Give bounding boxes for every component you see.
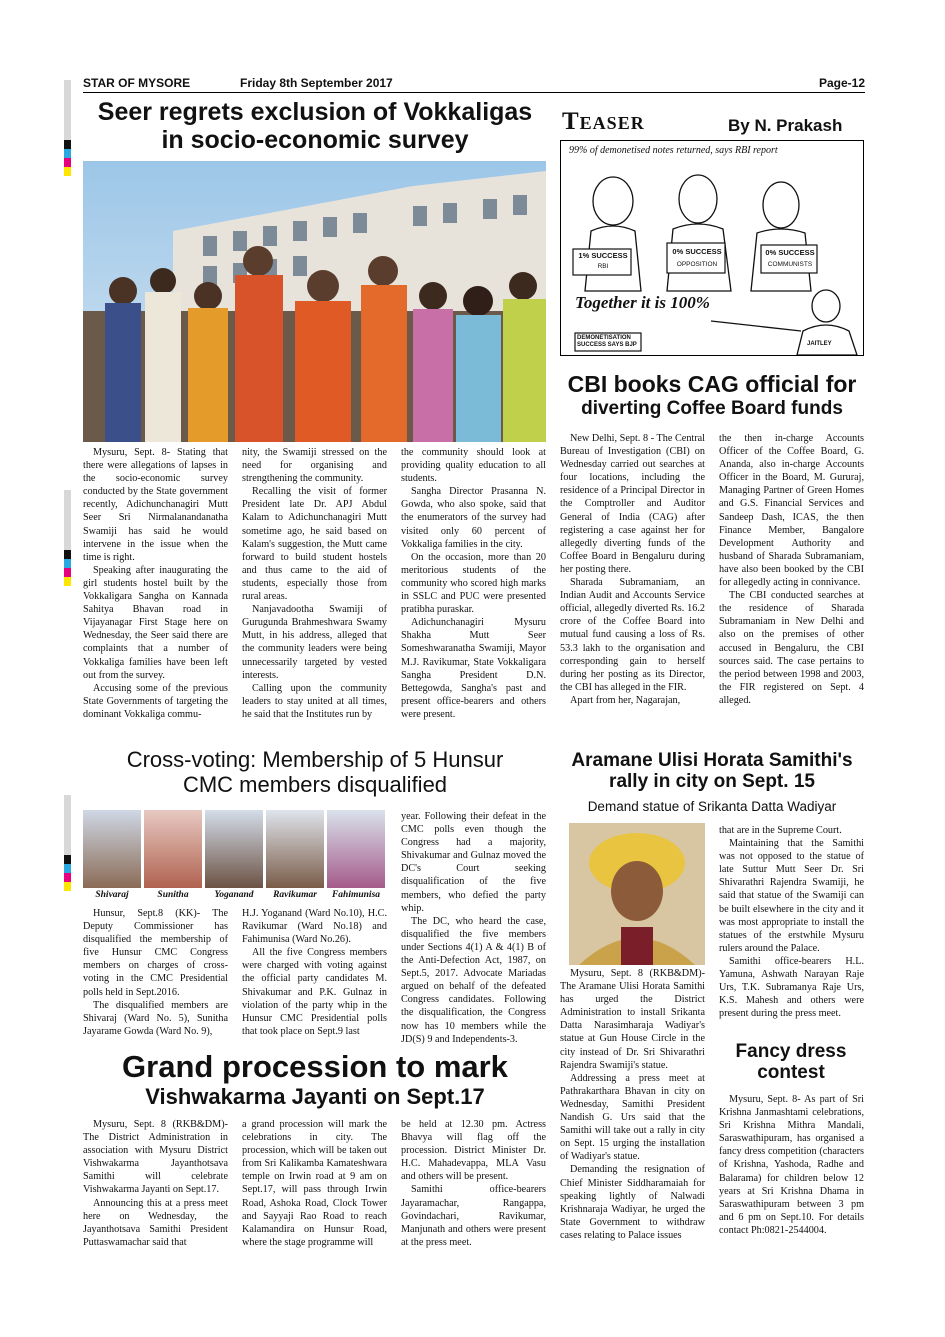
story4-headline: Aramane Ulisi Horata Samithi's rally in city on Sept. 15: [571, 750, 853, 793]
story3-col3: year. Following their defeat in the CMC polls even though the Congress had a majority, Shivakumar and Gulnaz moved the DC's Court seeking disqualification of the five members, who defied the party whip. The DC, who heard the case, disqualified the five members under Sections 4(1) A & 4(1) B of the Anti-Defection Act, 1987, on Sept.5, 2017. Advocate Mariadas argued on behalf of the defeated Congress candidates. Following the disqualification, the Congress now has 10 members while the JD(S) 9 and Independents-3.: [401, 811, 546, 1045]
story1-headline: Seer regrets exclusion of Vokkaligas in socio-economic survey: [97, 98, 533, 154]
story6-col1: Mysuru, Sept. 8- As part of Sri Krishna Janmashtami celebrations, Sri Krishna Mithra Mandali, Saraswathipuram, has organised a fancy dress competition (characters of Krishna, Yashoda, Radhe and Balarama) for children below 12 years at Sri Krishna Dhama in Saraswathipuram between 3 pm and 6 pm on Sept.10. For details contact Ph:0821-2544004.: [719, 1094, 864, 1236]
cartoon-together: Together it is 100%: [575, 293, 710, 312]
story5-col1: Mysuru, Sept. 8 (RKB&DM)- The District Administration in association with Mysuru District Vishwakarma Jayanthotsava Samithi will celebrate Vishwakarma Jayanti on Sept.17. Announcing this at a press meet here on Wednesday, the Jayanthotsava Samithi President Puttaswamachar said that: [83, 1119, 228, 1248]
story4-col1: Mysuru, Sept. 8 (RKB&DM)- The Aramane Ulisi Horata Samithi has urged the District Administration to install Srikanta Datta Narasimharaja Wadiyar's statue at Gun House Circle in the city instead of Dr. Sri Shivarathri Rajendra Swamiji's statue. Addressing a press meet at Pathrakarthara Bhavan in city on Wednesday, Samithi President Nandish G. Urs said that the Samithi will take out a rally in city on Sept. 15 urging the installation of Wadiyar's statue. Demanding the resignation of Chief Minister Siddharamaiah for speaking lightly of Nalwadi Krishnaraja Wadiyar, he urged the State Government to withdraw cases relating to Palace issues: [560, 968, 705, 1241]
story1-col1: Mysuru, Sept. 8- Stating that there were allegations of lapses in the socio-economic survey conducted by the State government recently, Adichunchanagiri Mutt Seer Sri Nirmalanandanatha Swamiji has said he would intervene in the issue when the time is right. Speaking after inaugurating the girl students hostel built by the Vokkaligara Sangha on Kannada Sahitya Bhavan road in Vijayanagar First Stage here on Wednesday, the Seer said there are complaints that a number of Vokkaliga families have been left out from the survey. Accusing some of the previous State Governments of targeting the dominant Vokkaliga commu-: [83, 447, 228, 720]
story4-photo: [569, 823, 705, 965]
story1-photo: [83, 161, 546, 442]
story4-subhead: Demand statue of Srikanta Datta Wadiyar: [587, 799, 837, 814]
portrait-sunitha: [144, 810, 202, 888]
story3-col2: H.J. Yoganand (Ward No.10), H.C. Ravikumar (Ward No.18) and Fahimunisa (Ward No.26). All the five Congress members were charged with voting against the official party candidates M. Shivakumar and P.K. Gulnaz in violation of the party whip in the Hunsur CMC Presidential polls that took place on Sept.9 last: [242, 908, 387, 1037]
teaser-title: Teaser: [562, 108, 645, 135]
story3-photo-strip: [83, 810, 388, 902]
story5-col3: be held at 12.30 pm. Actress Bhavya will flag off the procession. District Minister Dr. H.C. Mahadevappa, MLA Vasu and others will be present. Samithi office-bearers Jayaramachar, Rangappa, Govindachari, Ravikumar, Manjunath and others were present at the press meet.: [401, 1119, 546, 1248]
masthead: [83, 76, 865, 92]
cartoon-communists-label: 0% SUCCESS: [765, 248, 815, 257]
cartoon-jaitley: JAITLEY: [807, 341, 832, 347]
story2-col2: the then in-charge Accounts Officer of the Coffee Board, G. Ananda, also in-charge Accounts Officer in the Board, M. Gururaj, Managing Partner of Green Homes and G.S. Financial Services and Sandeep Dash, ICAS, the then Finance Member, Bangalore Development Authority and husband of Sharada Subramaniam, have also been booked by the CBI for allegedly acting in connivance. The CBI conducted searches at the residence of Sharada Subramaniam in New Delhi and also on the premises of other accused in Bengaluru, the CBI sources said. The case pertains to the period between 1998 and 2003, the FIR registered on Sept. 4 alleged.: [719, 433, 864, 706]
story5-col2: a grand procession will mark the celebrations in city. The procession, which will be taken out from Sri Kalikamba Kamateshwara temple on Irwin road at 9 am on Sept.17, will pass through Irwin Road, Ashoka Road, Clock Tower and Sayyaji Rao Road to reach Kalamandira on Hunsur Road, where the stage programme will: [242, 1119, 387, 1248]
portrait-shivaraj: [83, 810, 141, 888]
page-number: Page-12: [818, 76, 865, 90]
issue-date: Friday 8th September 2017: [240, 76, 393, 90]
teaser-cartoon: [560, 140, 864, 356]
masthead-rule: [83, 92, 865, 93]
cartoon-rbi-sub: RBI: [597, 263, 609, 270]
cartoon-opposition-label: 0% SUCCESS: [672, 247, 722, 256]
caption-yoganand: Yoganand: [214, 890, 254, 900]
story2-headline: CBI books CAG official for diverting Coffee Board funds: [567, 371, 857, 419]
caption-sunitha: Sunitha: [157, 890, 189, 900]
paper-name: STAR OF MYSORE: [83, 76, 191, 90]
caption-shivaraj: Shivaraj: [95, 890, 129, 900]
portrait-ravikumar: [266, 810, 324, 888]
portrait-yoganand: [205, 810, 263, 888]
story3-headline: Cross-voting: Membership of 5 Hunsur CMC members disqualified: [126, 747, 504, 797]
story6-headline: Fancy dress contest: [735, 1041, 847, 1084]
teaser-byline: By N. Prakash: [728, 116, 843, 135]
cartoon-banner: DEMONETISATION SUCCESS SAYS BJP: [577, 335, 637, 348]
portrait-fahimunisa: [327, 810, 385, 888]
story3-col1: Hunsur, Sept.8 (KK)- The Deputy Commissioner has disqualified the membership of five Hunsur CMC Congress members on charges of cross-voting in the CMC Presidential polls held in Sept.2016. The disqualified members are Shivaraj (Ward No. 5), Sunitha Jayarame Gowda (Ward No. 9),: [83, 908, 228, 1037]
story1-col2: nity, the Swamiji stressed on the need for organising and strengthening the community. Recalling the visit of former President late Dr. APJ Abdul Kalam to Adichunchanagiri Mutt sometime ago, he said based on Kalam's suggestion, the Mutt came forward to build student hostels and thus came to the aid of students, especially those from rural areas. Nanjavadootha Swamiji of Gurugunda Brahmeshwara Swamy Mutt, in his address, alleged that the community leaders were being unnecessarily targeted by vested interests. Calling upon the community leaders to stay united at all times, he said that the Institutes run by: [242, 447, 387, 720]
cartoon-opposition-sub: OPPOSITION: [676, 261, 718, 268]
teaser-header: [562, 108, 862, 138]
cartoon-caption: 99% of demonetised notes returned, says RBI report: [569, 145, 778, 156]
caption-ravikumar: Ravikumar: [273, 890, 317, 900]
story2-col1: New Delhi, Sept. 8 - The Central Bureau of Investigation (CBI) on Wednesday carried out searches at four locations, including the residence of a Principal Director in the Comptroller and Auditor General of India (CAG) after registering a case against her for allegedly diverting funds of the Coffee Board in Bengaluru during her posting there. Sharada Subramaniam, an Indian Audit and Accounts Service official, allegedly diverted Rs. 16.2 crore of the Coffee Board into mutual fund causing a loss of Rs. 53.3 lakh to the organisation and corresponding gain to herself during her posting as its Director, the CBI has alleged in the FIR. Apart from her, Nagarajan,: [560, 433, 705, 706]
story1-col3: the community should look at providing quality education to all students. Sangha Director Prasanna N. Gowda, who also spoke, said that the enumerators of the survey had visited only 60 percent of Vokkaliga families in the city. On the occasion, more than 20 meritorious students of the community who scored high marks in SSLC and PUC were presented pratibha puraskar. Adichunchanagiri Mysuru Shakha Mutt Seer Someshwaranatha Swamiji, Mayor M.J. Ravikumar, State Vokkaligara Sangha President D.N. Bettegowda, Sangha's past and present office-bearers and others were present.: [401, 447, 546, 720]
story5-headline: Grand procession to mark Vishwakarma Jayanti on Sept.17: [122, 1049, 508, 1109]
story4-col2: that are in the Supreme Court. Maintaining that the Samithi was not opposed to the statue of late Suttur Mutt Seer Dr. Sri Shivarathri Rajendra Swamiji, he said that statue of the Swamiji can be built elsewhere in the city and it was most appropriate to install the statues of the erstwhile Mysuru rulers around the Palace. Samithi office-bearers H.L. Yamuna, Ashwath Narayan Raje Urs, T.K. Subramanya Raje Urs, K.S. Mahesh and others were present during the press meet.: [719, 825, 864, 1020]
cartoon-rbi-label: 1% SUCCESS: [578, 251, 628, 260]
caption-fahimunisa: Fahimunisa: [331, 890, 381, 900]
cartoon-communists-sub: COMMUNISTS: [767, 261, 813, 268]
